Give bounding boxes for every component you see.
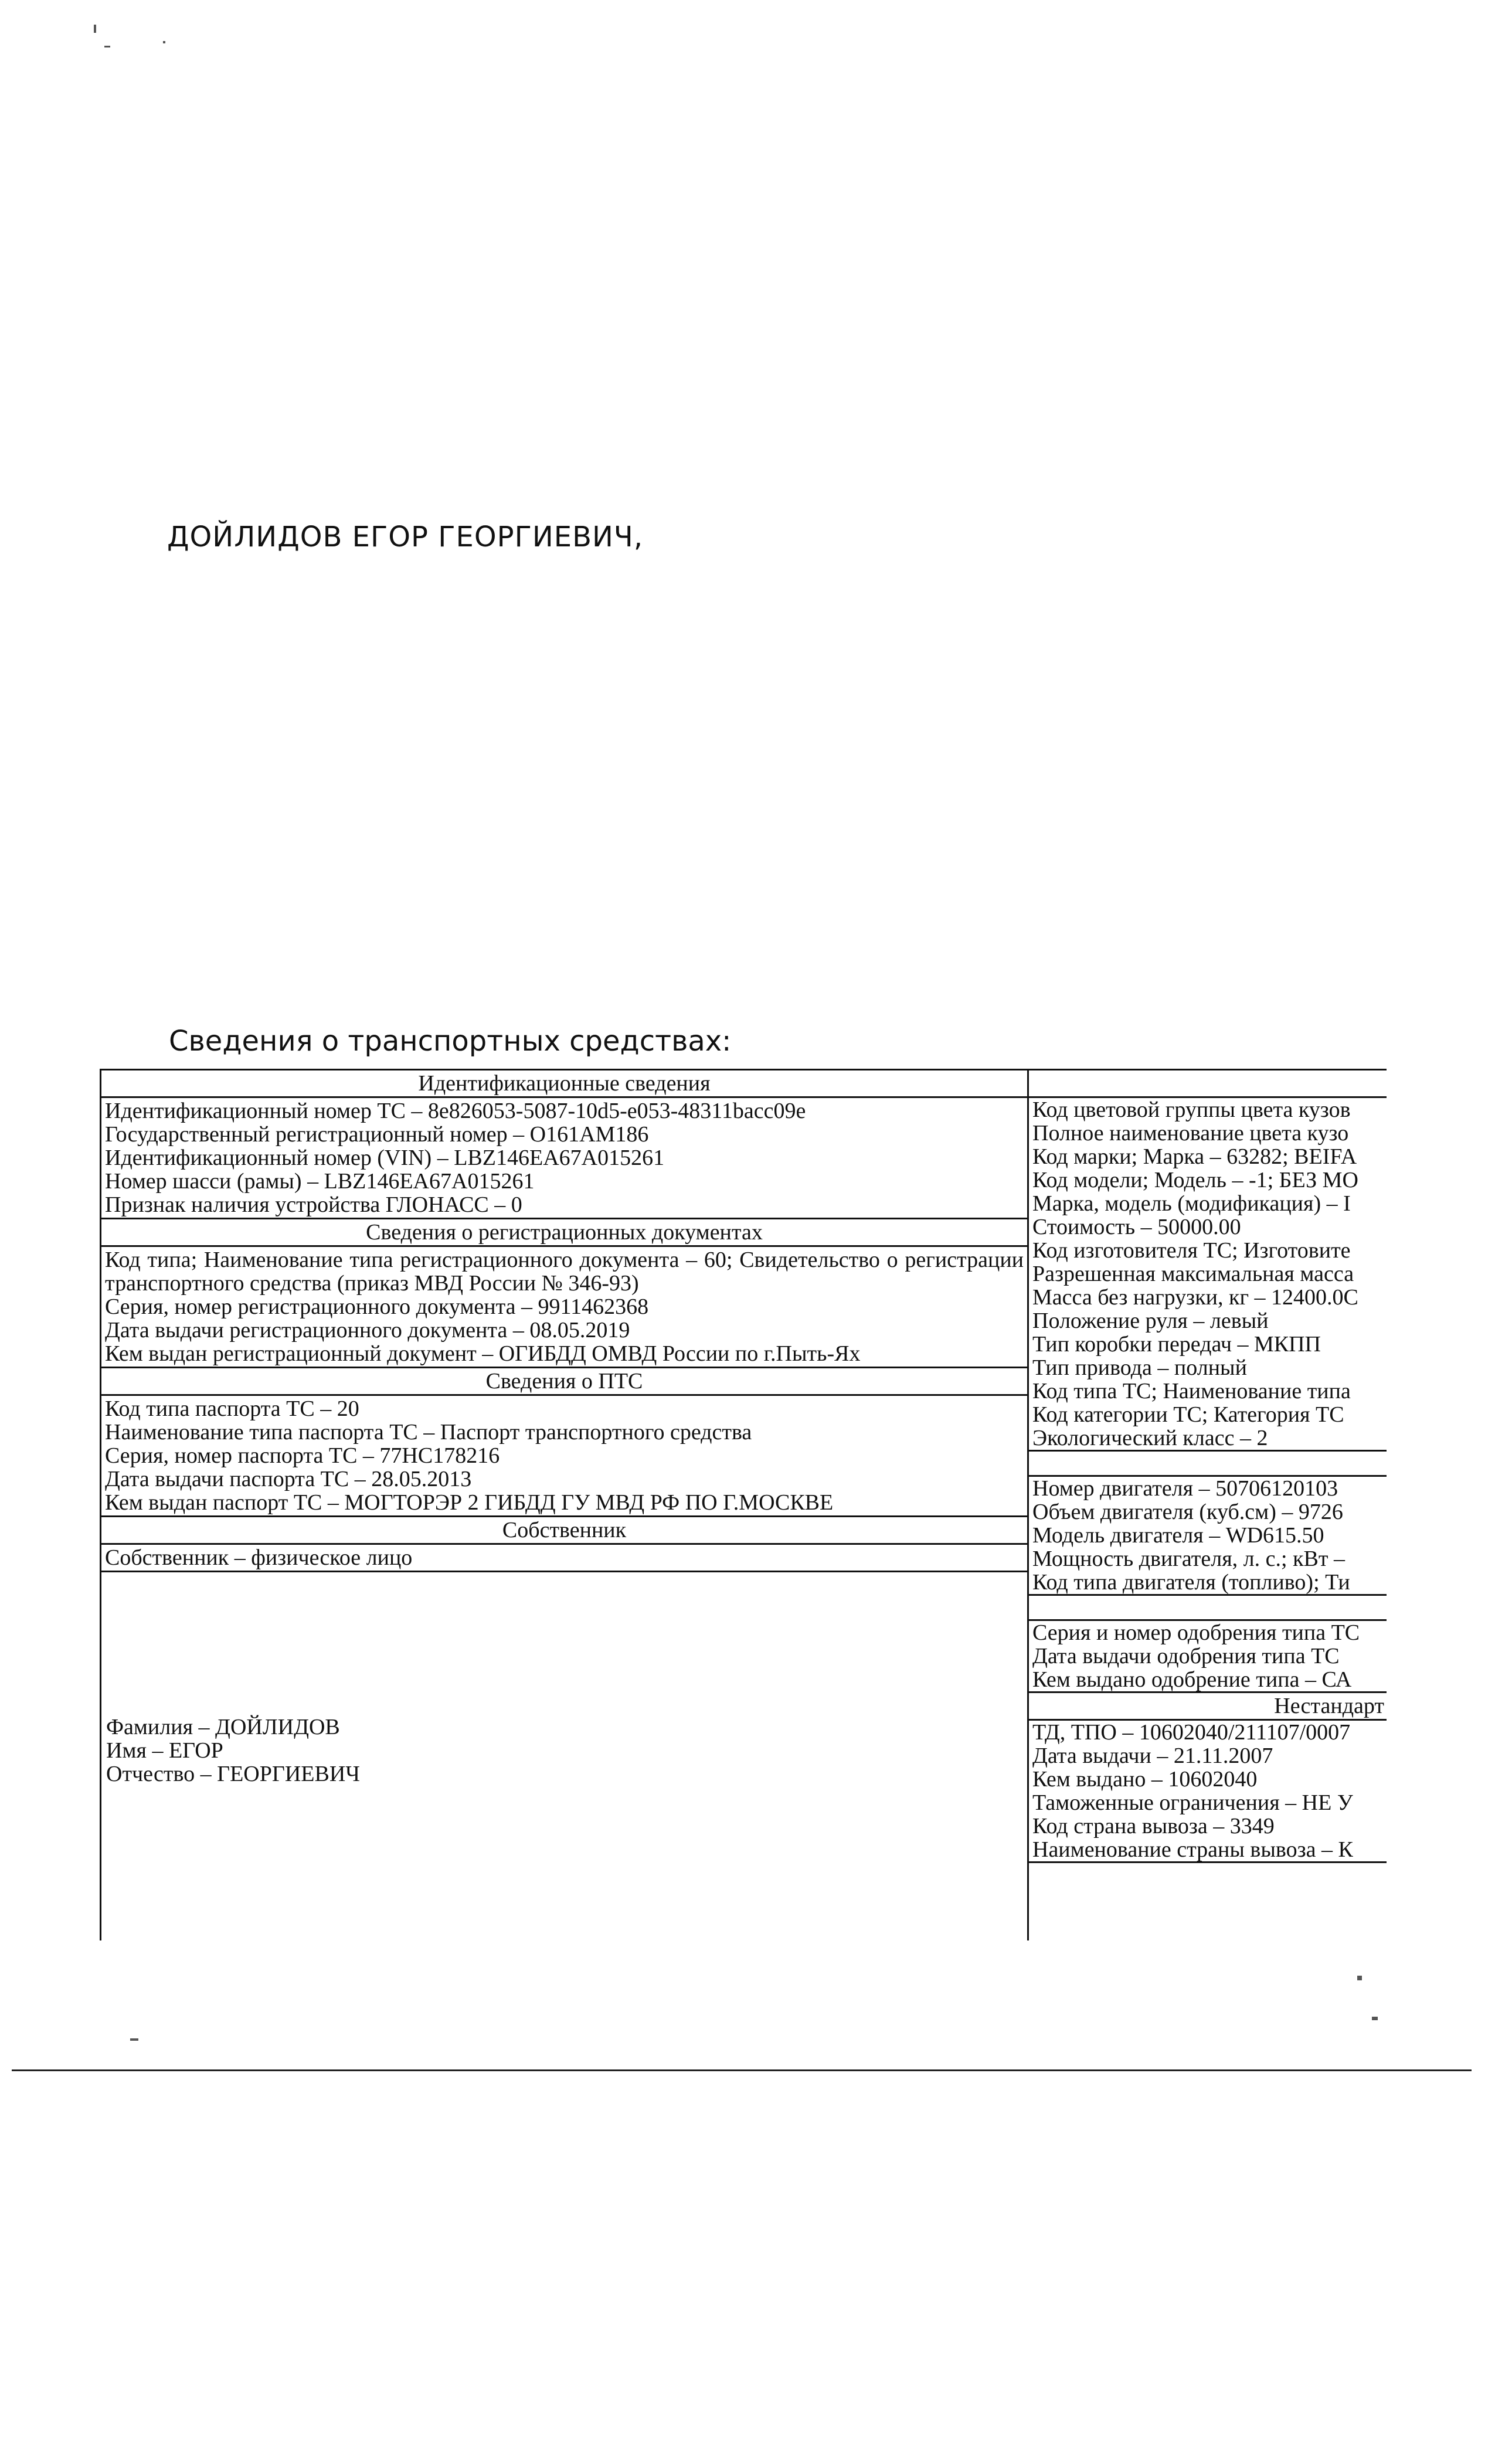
reg-line: Дата выдачи регистрационного документа – 08.05.2019: [105, 1318, 630, 1342]
right-line: Масса без нагрузки, кг – 12400.0С: [1032, 1286, 1358, 1309]
owner-surname: Фамилия – ДОЙЛИДОВ: [106, 1715, 340, 1739]
right-line: Стоимость – 50000.00: [1032, 1215, 1241, 1239]
right-line: Код марки; Марка – 63282; BEIFA: [1032, 1145, 1357, 1168]
right-line: Объем двигателя (куб.см) – 9726: [1032, 1500, 1343, 1524]
owner-first-name: Имя – ЕГОР: [106, 1738, 223, 1763]
right-line: Код изготовителя ТС; Изготовите: [1032, 1239, 1351, 1262]
pts-line: Код типа паспорта ТС – 20: [105, 1397, 359, 1420]
right-line: Положение руля – левый: [1032, 1309, 1269, 1333]
right-line: Код типа ТС; Наименование типа: [1032, 1379, 1351, 1403]
right-table: [1029, 1069, 1387, 1940]
reg-line: Код типа; Наименование типа регистрационного документа – 60; Свидетельство о регистрации транспортного средства (приказ МВД России № 346-93): [105, 1248, 1024, 1296]
scan-speck: [130, 2038, 138, 2041]
right-line: Серия и номер одобрения типа ТС: [1032, 1621, 1360, 1644]
right-line: Разрешенная максимальная масса: [1032, 1262, 1354, 1286]
right-line: Тип привода – полный: [1032, 1356, 1247, 1379]
right-line: Марка, модель (модификация) – I: [1032, 1192, 1351, 1215]
right-line: Код модели; Модель – -1; БЕЗ МО: [1032, 1168, 1358, 1192]
right-line: Код цветовой группы цвета кузов: [1032, 1098, 1351, 1121]
right-gap: [1029, 1596, 1387, 1621]
ident-line: Идентификационный номер (VIN) – LBZ146EA67A015261: [105, 1146, 665, 1170]
right-line: Дата выдачи одобрения типа ТС: [1032, 1644, 1340, 1668]
reg-line: Кем выдан регистрационный документ – ОГИБДД ОМВД России по г.Пыть-Ях: [105, 1342, 861, 1365]
right-line: Тип коробки передач – МКПП: [1032, 1333, 1321, 1356]
right-gap: [1029, 1452, 1387, 1477]
pts-block: [101, 1396, 1027, 1517]
right-line: Модель двигателя – WD615.50: [1032, 1524, 1324, 1547]
owner-patronymic: Отчество – ГЕОРГИЕВИЧ: [106, 1762, 360, 1786]
page-bottom-rule: [12, 2069, 1472, 2071]
right-line: Мощность двигателя, л. с.; кВт –: [1032, 1547, 1345, 1571]
right-line: Кем выдано одобрение типа – СА: [1029, 1668, 1387, 1693]
ident-line: Номер шасси (рамы) – LBZ146EA67A015261: [105, 1170, 535, 1193]
scan-speck: [1357, 1976, 1362, 1980]
right-line: ТД, ТПО – 10602040/211107/0007: [1032, 1721, 1351, 1744]
scan-speck: [163, 41, 165, 43]
ident-line: Идентификационный номер ТС – 8e826053-5087-10d5-e053-48311bacc09e: [105, 1099, 806, 1123]
right-line: Код страна вывоза – 3349: [1032, 1814, 1275, 1838]
pts-line: Кем выдан паспорт ТС – МОГТОРЭР 2 ГИБДД ГУ МВД РФ ПО Г.МОСКВЕ: [105, 1491, 834, 1514]
right-line: Код категории ТС; Категория ТС: [1032, 1403, 1344, 1426]
person-name: ДОЙЛИДОВ ЕГОР ГЕОРГИЕВИЧ,: [167, 521, 644, 553]
right-line: Экологический класс – 2: [1029, 1426, 1387, 1452]
pts-header: Сведения о ПТС: [101, 1368, 1027, 1396]
ident-line: Государственный регистрационный номер – О161АМ186: [105, 1123, 649, 1146]
pts-line: Дата выдачи паспорта ТС – 28.05.2013: [105, 1467, 472, 1491]
owner-type: Собственник – физическое лицо: [105, 1546, 413, 1569]
identification-header: Идентификационные сведения: [101, 1070, 1027, 1098]
nonstandard-header: Нестандарт: [1029, 1693, 1387, 1721]
scan-speck: [94, 25, 96, 33]
scan-speck: [104, 46, 110, 47]
right-line: Номер двигателя – 50706120103: [1032, 1477, 1338, 1500]
registration-block: [101, 1247, 1027, 1368]
section-title: Сведения о транспортных средствах:: [169, 1025, 732, 1058]
right-line: Дата выдачи – 21.11.2007: [1032, 1744, 1273, 1768]
registration-header: Сведения о регистрационных документах: [101, 1219, 1027, 1247]
owner-header: Собственник: [101, 1517, 1027, 1545]
scan-speck: [1372, 2017, 1378, 2020]
right-line: Полное наименование цвета кузо: [1032, 1121, 1349, 1145]
ident-line: Признак наличия устройства ГЛОНАСС – 0: [105, 1193, 522, 1216]
pts-line: Наименование типа паспорта ТС – Паспорт транспортного средства: [105, 1420, 752, 1444]
reg-line: Серия, номер регистрационного документа – 9911462368: [105, 1295, 649, 1318]
owner-type-block: [101, 1545, 1027, 1572]
pts-line: Серия, номер паспорта ТС – 77НС178216: [105, 1444, 500, 1467]
right-line: Таможенные ограничения – НЕ У: [1032, 1791, 1353, 1814]
owner-names: [106, 1715, 360, 1786]
right-line: Код типа двигателя (топливо); Ти: [1029, 1571, 1387, 1596]
right-line: Наименование страны вывоза – К: [1029, 1838, 1387, 1863]
right-line: Кем выдано – 10602040: [1032, 1768, 1258, 1791]
left-table: [100, 1069, 1029, 1940]
identification-block: [101, 1098, 1027, 1219]
right-header-blank: [1029, 1070, 1387, 1098]
